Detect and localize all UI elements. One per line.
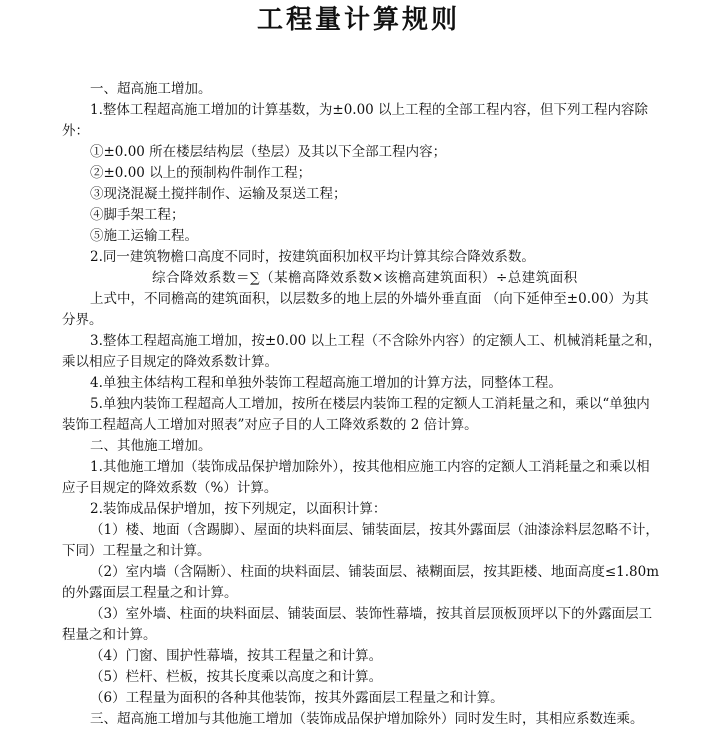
formula-line: 综合降效系数＝∑（某檐高降效系数×该檐高建筑面积）÷总建筑面积 (152, 270, 578, 286)
list-item: ②±0.00 以上的预制构件制作工程； (90, 165, 312, 181)
list-item: ①±0.00 所在楼层结构层（垫层）及其以下全部工程内容； (90, 144, 447, 160)
list-item: 下同）工程量之和计算。 (62, 543, 211, 559)
document-title: 工程量计算规则 (256, 5, 460, 35)
list-item: （5）栏杆、栏板，按其长度乘以高度之和计算。 (90, 669, 383, 685)
list-item: （1）楼、地面（含踢脚）、屋面的块料面层、铺装面层，按其外露面层（油漆涂料层忽略不计， (90, 522, 659, 538)
paragraph-line: 分界。 (62, 312, 103, 328)
paragraph-line: 上式中，不同檐高的建筑面积，以层数多的地上层的外墙外垂直面 （向下延伸至±0.00）为其 (90, 291, 649, 307)
list-item: ④脚手架工程； (90, 207, 185, 223)
list-item: （3）室外墙、柱面的块料面层、铺装面层、装饰性幕墙，按其首层顶板顶坪以下的外露面层工 (90, 606, 653, 622)
section-heading: 二、其他施工增加。 (90, 438, 212, 454)
list-item: （6）工程量为面积的各种其他装饰，按其外露面层工程量之和计算。 (90, 690, 504, 706)
paragraph-line: 乘以相应子目规定的降效系数计算。 (62, 354, 278, 370)
section-heading: 三、超高施工增加与其他施工增加（装饰成品保护增加除外）同时发生时，其相应系数连乘。 (90, 711, 644, 727)
list-item: （2）室内墙（含隔断）、柱面的块料面层、铺装面层、裱糊面层，按其距楼、地面高度≤1.80m (90, 564, 660, 580)
paragraph-line: 3.整体工程超高施工增加，按±0.00 以上工程（不含除外内容）的定额人工、机械消耗量之和， (90, 333, 662, 349)
paragraph-line: 2.装饰成品保护增加，按下列规定，以面积计算： (90, 501, 387, 517)
list-item: （4）门窗、围护性幕墙，按其工程量之和计算。 (90, 648, 383, 664)
list-item: 的外露面层工程量之和计算。 (62, 585, 238, 601)
list-item: 程量之和计算。 (62, 627, 157, 643)
paragraph-line: 5.单独内装饰工程超高人工增加，按所在楼层内装饰工程的定额人工消耗量之和，乘以“单独内 (90, 396, 650, 412)
paragraph-line: 装饰工程超高人工增加对照表”对应子目的人工降效系数的 2 倍计算。 (62, 417, 478, 433)
section-heading: 一、超高施工增加。 (90, 81, 212, 97)
paragraph-line: 外： (62, 123, 89, 139)
paragraph-line: 应子目规定的降效系数（%）计算。 (62, 480, 278, 496)
paragraph-line: 4.单独主体结构工程和单独外装饰工程超高施工增加的计算方法，同整体工程。 (90, 375, 562, 391)
list-item: ③现浇混凝土搅拌制作、运输及泵送工程； (90, 186, 347, 202)
paragraph-line: 1.其他施工增加（装饰成品保护增加除外），按其他相应施工内容的定额人工消耗量之和乘以相 (90, 459, 650, 475)
paragraph-line: 2.同一建筑物檐口高度不同时，按建筑面积加权平均计算其综合降效系数。 (90, 249, 535, 265)
paragraph-line: 1.整体工程超高施工增加的计算基数，为±0.00 以上工程的全部工程内容，但下列工程内容除 (90, 102, 649, 118)
list-item: ⑤施工运输工程。 (90, 228, 198, 244)
